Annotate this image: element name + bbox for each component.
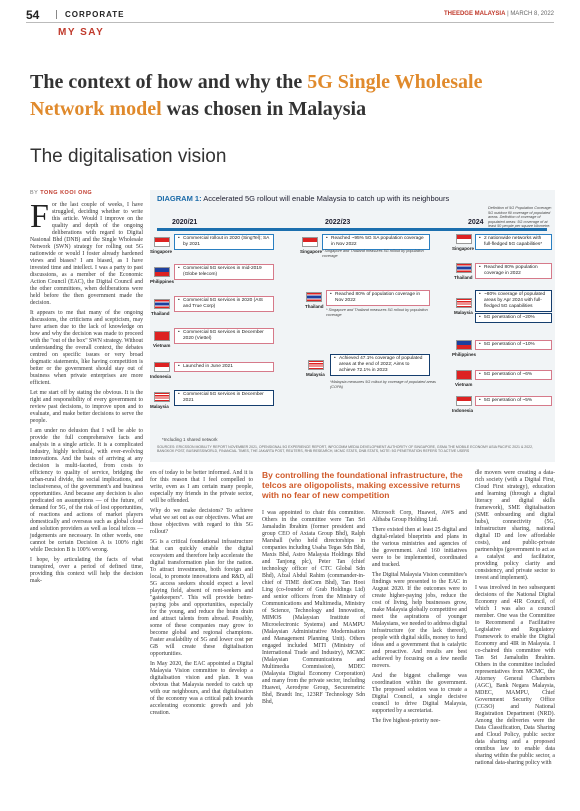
paragraph: In May 2020, the EAC appointed a Digital Malaysia Vision committee to develop a digitalisation vision and plan. It was obvious that Malaysia needed to catch up with our neighbours, and that digitalisation of the economy was a critical path towards accelerating economic growth and job creation. xyxy=(150,661,253,716)
header-rule xyxy=(26,22,554,23)
article-column-1 xyxy=(30,198,143,802)
paragraph: It appears to me that many of the ongoing discussions, the criticisms and scepticism, may have arisen due to the lack of knowledge on how and why the decision was made to proceed with the "out of the box" SWN strategy. Without understanding the overall context, the debates centred on specific issues or very broad dogmatic statements, like having competition is better or the government should stay out of business when private enterprises are more efficient. xyxy=(30,310,143,386)
milestone-box: • Reached 80% population coverage in 2022 xyxy=(475,263,552,279)
milestone-box: • Commercial rollout in 2020 (SingTel); SA by 2021 xyxy=(174,234,274,250)
indonesia-flag-icon xyxy=(154,362,170,372)
paragraph: There existed then at least 25 digital and digital-related blueprints and plans in the various ministries and agencies of the government. And 160 initiatives were to be implemented, coordinated and tracked. xyxy=(372,527,467,568)
milestone-box: • Commercial 5G services in December 2021 xyxy=(174,390,274,406)
publication-info: THEEDGE MALAYSIA | MARCH 8, 2022 xyxy=(443,11,554,17)
diagram-sources: SOURCES: ERICSSON MOBILITY REPORT NOVEMBER 2021, OPENSIGNAL 5G EXPERIENCE REPORT, INFOCOMM MEDIA DEVELOPMENT AUTHORITY OF SINGAPORE, GSMA THE MOBILE ECONOMY ASIA PACIFIC 2021 & 2022, BANGKOK POST, BUSINESSWORLD, FINANCIAL TIMES, THE JAKARTA POST, REUTERS, RHB RESEARCH, MCMC STATS, DNB STATS, NOTE: 5G PENETRATION REFERS TO ACTIVE USERS xyxy=(157,445,534,454)
country-label: Vietnam xyxy=(153,343,171,348)
singapore-flag-icon xyxy=(302,237,318,247)
diagram-legend: *Including 1 shared network xyxy=(162,437,218,442)
section-name: CORPORATE xyxy=(56,10,125,19)
paragraph: ers of today to be better informed. And it is for this reason that I feel compelled to write, even as I am certain many people, especially my friends in the private sector, will be offended. xyxy=(150,470,253,504)
article-column-3 xyxy=(262,510,365,709)
diagram-note: *Malaysia measures 5G rollout by coverage of populated areas (COPA) xyxy=(330,380,436,389)
country-label: Singapore xyxy=(452,246,475,251)
country-label: Thailand xyxy=(454,275,473,280)
issue-date: MARCH 8, 2022 xyxy=(510,11,554,17)
pull-quote: By controlling the foundational infrastructure, the telcos are oligopolists, making excessive returns with no fear of new competition xyxy=(262,470,463,500)
paragraph: Microsoft Corp, Huawei, AWS and Alibaba Group Holding Ltd. xyxy=(372,510,467,523)
vietnam-flag-icon xyxy=(456,370,472,380)
paragraph: I was involved in two subsequent decisions of the National Digital Economy and 4IR Council, of which I was also a council member. One was the Committee to Recommend a Facilitative Legislative and Regulatory Framework to enable the Digital Economy and 4IR in Malaysia. I co-chaired this committee with Tan Sri Jamaludin Ibrahim. Others in the committee included representatives from MCMC, the Attorney General Chambers (AGC), Bank Negara Malaysia, MDEC, MAMPU, Chief Government Security Office (CGSO) and National Registration Department (NRD). Among the deliveries were the Data Classification, Data Sharing and Cloud Policy, public sector data sharing and a proposed omnibus law to enable data sharing within the public sector, a national data-sharing policy with xyxy=(475,585,555,766)
milestone-box: • Commercial 5G services in 2020 (AIS and True Corp) xyxy=(174,296,274,312)
diagram-note: * Singapore and Thailand measures 5G rollout by population coverage xyxy=(326,308,428,317)
philippines-flag-icon xyxy=(456,340,472,350)
milestone-box: • 5G penetration of ~10% xyxy=(475,340,552,350)
page-number: 54 xyxy=(26,8,40,22)
paragraph: Why do we make decisions? To achieve what we set out as our objectives. What are those objectives with regard to this 5G rollout? xyxy=(150,508,253,535)
timeline-bar xyxy=(157,228,547,231)
article-column-4 xyxy=(372,510,467,728)
country-label: Malaysia xyxy=(306,372,325,377)
country-label: Philippines xyxy=(150,279,175,284)
malaysia-flag-icon xyxy=(308,360,324,370)
headline-part1: The context of how and why the xyxy=(30,71,308,93)
diagram-title: Accelerated 5G rollout will enable Malaysia to catch up with its neighbours xyxy=(203,194,450,203)
singapore-flag-icon xyxy=(154,237,170,247)
paragraph: Let me start off by stating the obvious. It is the right and responsibility of every government to review past decisions, to improve upon and to evaluate, and make better decisions to serve the people. xyxy=(30,390,143,424)
singapore-flag-icon xyxy=(456,234,472,244)
year-label: 2024 xyxy=(468,219,484,226)
diagram-definitions: Definition of 5G Population Coverage: 5G outdoor fill coverage of populated areas. Definition of coverage of populated areas: 5G coverage of at least 50 people per square kilometre. xyxy=(488,206,552,229)
thailand-flag-icon xyxy=(154,299,170,309)
malaysia-flag-icon xyxy=(154,392,170,402)
malaysia-flag-icon xyxy=(456,298,472,308)
thailand-flag-icon xyxy=(456,263,472,273)
milestone-box: • 2 nationwide networks with full-fledged 5G capabilities* xyxy=(475,234,552,250)
year-label: 2020/21 xyxy=(172,219,198,226)
country-label: Indonesia xyxy=(150,374,172,379)
article-column-5 xyxy=(475,470,555,770)
headline xyxy=(30,69,555,123)
milestone-box: • Commercial 5G services in December 2020 (Viettel) xyxy=(174,328,274,344)
publication-name: THEEDGE MALAYSIA xyxy=(443,11,506,17)
milestone-box: • 5G penetration of ~5% xyxy=(475,396,552,406)
country-label: Philippines xyxy=(452,352,477,357)
milestone-box: • 5G penetration of ~6% xyxy=(475,370,552,380)
indonesia-flag-icon xyxy=(456,396,472,406)
paragraph: dle movers were creating a data-rich society (with a Digital First, Cloud First strategy), education and learning (through a digital literacy and digital skills framework), SME digitalisation (SME onboarding and digital hubs), connectivity (5G, infrastructure sharing, national digital ID and low affordable costs), and public-private partnerships (government to act as a catalyst and facilitator, providing policy clarity and consistency, and private sector to invest and implement). xyxy=(475,470,555,581)
diagram-label: DIAGRAM 1: xyxy=(157,194,202,203)
country-label: Malaysia xyxy=(150,404,169,409)
subtitle: The digitalisation vision xyxy=(30,146,227,167)
milestone-box: • ~80% coverage of populated areas by Apr 2024 with full-fledged 5G capabilities xyxy=(475,290,552,312)
paragraph: And the biggest challenge was coordination within the government. The proposed solution was to create a Digital Council, a single decisive council to drive Digital Malaysia, supported by a secretariat. xyxy=(372,673,467,714)
article-column-2 xyxy=(150,470,253,720)
paragraph: I hope, by articulating the facts of what transpired, over a period of defined time, providing this context will help the decision mak- xyxy=(30,557,143,584)
milestone-box: • Reached 80% of population coverage in Nov 2022 xyxy=(326,290,430,306)
byline xyxy=(30,190,92,196)
milestone-box: • Achieved 47.1% coverage of populated areas at the end of 2022; Aims to achieve 72.1% in 2023 xyxy=(330,354,430,376)
year-label: 2022/23 xyxy=(325,219,351,226)
diagram-note: * Singapore and Thailand measures 5G rollout by population coverage xyxy=(322,249,424,258)
vietnam-flag-icon xyxy=(154,331,170,341)
headline-highlight: 5G Single Wholesale Network model xyxy=(30,71,483,120)
headline-part2: was chosen in Malaysia xyxy=(161,98,367,120)
byline-prefix: BY xyxy=(30,190,41,196)
byline-author: TONG KOOI ONG xyxy=(40,190,93,196)
diagram-1 xyxy=(150,190,555,462)
milestone-box: • Commercial 5G services in mid-2019 (Globe telecom) xyxy=(174,264,274,280)
milestone-box: • 5G penetration of ~20% xyxy=(475,313,552,323)
country-label: Vietnam xyxy=(455,382,473,387)
thailand-flag-icon xyxy=(306,292,322,302)
paragraph: or the last couple of weeks, I have struggled, deciding whether to write this article. Would I improve on the quality and depth of the ongoing deliberations with regard to Digital Nasional Bhd (DNB) and the Single Wholesale Network (SWN) strategy for rolling out 5G nationwide or would I foster already hardened views and biases? I am biased, as I have invested time and intellect. I was a party to past discussions, as a member of the Economic Action Council (EAC), the Digital Council and the other committees, when deliberations were held before the then government made the decision. xyxy=(30,202,143,306)
country-label: Singapore xyxy=(300,249,323,254)
philippines-flag-icon xyxy=(154,267,170,277)
milestone-box: • Reached ~95% 5G SA population coverage in Nov 2022 xyxy=(322,234,430,250)
paragraph: The Digital Malaysia Vision committee's findings were presented to the EAC in August 2020. If the outcomes were to create higher-paying jobs, reduce the cost of living, help businesses grow, make Malaysia globally competitive and meet the aspirations of younger Malaysians, we needed to address digital infrastructure (or the lack thereof), people with digital skills, money to fund ideas and a government that is catalytic and proactive. And results are best achieved by focusing on a few needle movers. xyxy=(372,572,467,669)
milestone-box: • Launched in June 2021 xyxy=(174,362,274,372)
paragraph: I was appointed to chair this committee. Others in the committee were Tan Sri Jamaludin Ibrahim (former president and group CEO of Axiata Group Bhd), Ralph Marshall (who held directorships in companies including Usaha Tegas Sdn Bhd, Maxis Bhd, Astro Malaysia Holdings Bhd and Tanjong plc), Peter Tan (chief technology officer of CTC Global Sdn Bhd), Afzal Abdul Rahim (commander-in-chief of TIME dotCom Bhd), Tan Hooi Ling (co-founder of Grab Holdings Ltd) and senior officers from the Ministry of Communications and Multimedia, Ministry of Science, Technology and Innovation, MIMOS (Malaysian Institute of Microelectronic Systems) and MAMPU (Malaysian Administrative Modernisation and Management Planning Unit). Others engaged included MITI (Ministry of International Trade and Industry), MCMC (Malaysian Communications and Multimedia Commission), MDEC (Malaysia Digital Economy Corporation) and many from the private sector, including Huawei, Aerodyne Group, Securemetric Bhd, Brandt Inc, 123RF Technology Sdn Bhd, xyxy=(262,510,365,705)
country-label: Singapore xyxy=(150,249,173,254)
country-label: Thailand xyxy=(305,304,324,309)
kicker: MY SAY xyxy=(58,27,105,38)
paragraph: 5G is a critical foundational infrastructure that can quickly enable the digital ecosystem and therefore help accelerate the digital transformation plan for the nation. To attract investments, both foreign and local, to promote innovations and R&D, all 5G access seekers should expect a level playing field, absent of rent-seekers and "gatekeepers". This will provide better-paying jobs and opportunities, especially for the young, and reduce the brain drain and attract talents from abroad. Possibly, some of these companies may grow to become global and regional champions. Faster availability of 5G and lower cost per GB will create these digitalisation opportunities. xyxy=(150,539,253,657)
paragraph: The five highest-priority nee- xyxy=(372,718,441,724)
country-label: Thailand xyxy=(151,311,170,316)
drop-cap: F xyxy=(30,198,49,235)
country-label: Malaysia xyxy=(454,310,473,315)
country-label: Indonesia xyxy=(452,408,474,413)
paragraph: I am under no delusion that I will be able to provide the full comprehensive facts and analysis in a single article. It is a complicated industry, highly technical, with ever-evolving innovations. And the basis of arriving at any decision is multi-faceted, from costs to efficiency to quality of service, bridging the urban-rural divide, the social implications, and inclusiveness, of the government's and business opportunities. And because any decision is also predicated on assumptions — of the future, of demand for 5G, of the risk of lost opportunities, of reactions and actions of market players domestically and overseas such as global cloud and solution providers as well as local telcos — judgements are necessary. In other words, one cannot be certain Decision A is 100% right while Decision B is 100% wrong. xyxy=(30,428,143,553)
